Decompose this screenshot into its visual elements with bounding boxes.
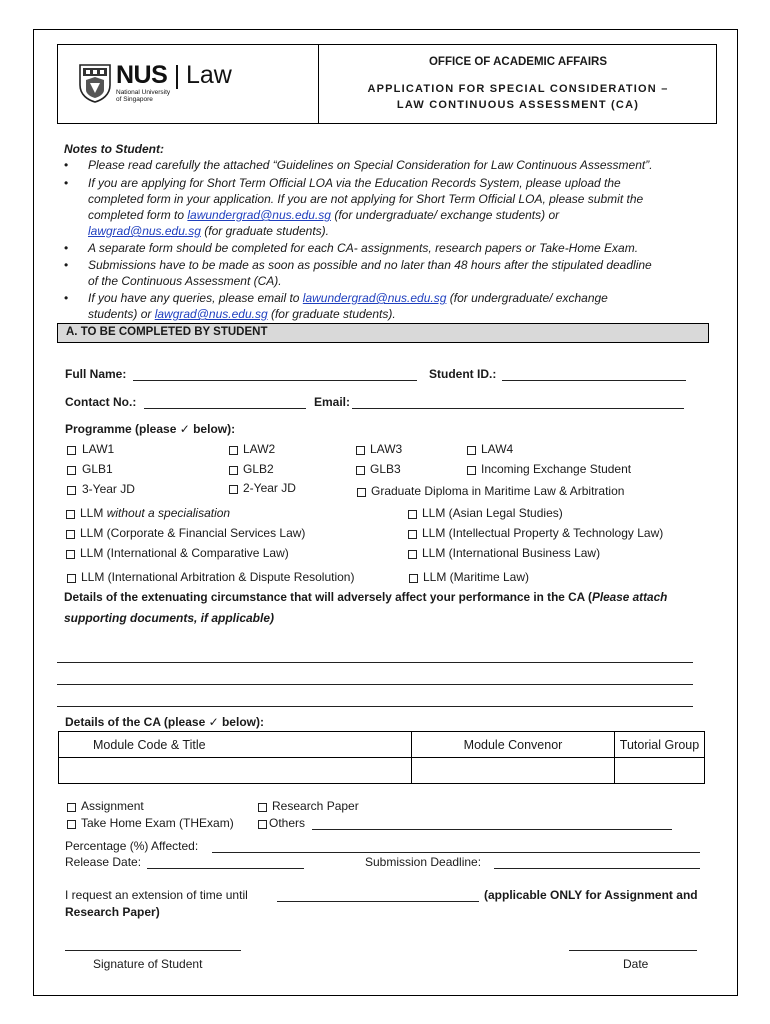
glb1-checkbox[interactable] xyxy=(67,466,76,475)
bullet: • xyxy=(64,291,69,305)
notes-heading: Notes to Student: xyxy=(64,142,164,156)
email-link-undergrad[interactable]: lawundergrad@nus.edu.sg xyxy=(302,291,447,305)
full-name-label: Full Name: xyxy=(65,367,127,381)
note-1: Please read carefully the attached “Guidelines on Special Consideration for Law Continuous Assessment”. xyxy=(88,158,653,172)
contact-no-field[interactable] xyxy=(144,408,306,409)
glb3-checkbox[interactable] xyxy=(356,466,365,475)
module-code-cell[interactable] xyxy=(59,758,412,784)
email-label: Email: xyxy=(314,395,351,409)
module-convenor-cell[interactable] xyxy=(412,758,615,784)
contact-no-label: Contact No.: xyxy=(65,395,137,409)
header-divider xyxy=(318,45,319,123)
logo-uni-line2: of Singapore xyxy=(116,96,153,103)
law4-checkbox[interactable] xyxy=(467,446,476,455)
others-checkbox[interactable] xyxy=(258,820,267,829)
signature-label: Signature of Student xyxy=(93,957,203,971)
logo-uni-line1: National University xyxy=(116,89,171,96)
section-a-header xyxy=(57,323,709,343)
email-link-grad[interactable]: lawgrad@nus.edu.sg xyxy=(88,224,201,238)
extension-date-field[interactable] xyxy=(277,901,479,902)
law1-label: LAW1 xyxy=(82,442,115,456)
extenuating-italic: Please attach xyxy=(591,590,668,604)
grad-diploma-checkbox[interactable] xyxy=(357,488,366,497)
note-5-line2 xyxy=(88,306,396,323)
glb3-label: GLB3 xyxy=(370,462,401,476)
glb1-label: GLB1 xyxy=(82,462,113,476)
nus-crest-icon xyxy=(78,63,112,103)
office-title: OFFICE OF ACADEMIC AFFAIRS xyxy=(428,56,608,68)
research-paper-label: Research Paper xyxy=(272,799,359,813)
student-id-field[interactable] xyxy=(502,380,686,381)
law3-label: LAW3 xyxy=(370,442,403,456)
take-home-checkbox[interactable] xyxy=(67,820,76,829)
llm-ip-checkbox[interactable] xyxy=(408,530,417,539)
jd2-checkbox[interactable] xyxy=(229,485,238,494)
nus-law-logo xyxy=(78,63,308,107)
law4-label: LAW4 xyxy=(481,442,514,456)
note-3: A separate form should be completed for each CA- assignments, research papers or Take-Home Exam. xyxy=(88,241,639,255)
law3-checkbox[interactable] xyxy=(356,446,365,455)
bullet: • xyxy=(64,176,69,190)
note-text: (for graduate students). xyxy=(200,224,329,238)
ca-details-label: Details of the CA (please ✓ below): xyxy=(65,715,264,729)
note-2-line4 xyxy=(88,223,329,240)
col-module-convenor: Module Convenor xyxy=(412,732,615,758)
extenuating-label xyxy=(64,590,667,604)
note-4-line2: of the Continuous Assessment (CA). xyxy=(88,274,282,288)
release-date-field[interactable] xyxy=(147,868,304,869)
request-note: (applicable ONLY for Assignment and xyxy=(484,888,698,902)
llm-text: LLM xyxy=(80,506,107,520)
note-text: (for graduate students). xyxy=(267,307,396,321)
llm-ip-label: LLM (Intellectual Property & Technology Law) xyxy=(422,526,664,540)
form-header xyxy=(57,44,717,124)
note-2-line3 xyxy=(88,207,559,224)
others-field[interactable] xyxy=(312,829,672,830)
bullet: • xyxy=(64,158,69,172)
grad-diploma-label: Graduate Diploma in Maritime Law & Arbitration xyxy=(371,484,625,498)
jd3-label: 3-Year JD xyxy=(82,482,135,496)
table-header-row xyxy=(59,732,705,758)
email-field[interactable] xyxy=(352,408,684,409)
note-2-line2: completed form in your application. If you are not applying for Short Term Official LOA, please submit the xyxy=(88,192,644,206)
incoming-exchange-checkbox[interactable] xyxy=(467,466,476,475)
extenuating-line-3[interactable] xyxy=(57,706,693,707)
law2-label: LAW2 xyxy=(243,442,276,456)
take-home-label: Take Home Exam (THExam) xyxy=(81,816,234,830)
llm-corporate-checkbox[interactable] xyxy=(66,530,75,539)
extenuating-label-2: supporting documents, if applicable) xyxy=(64,611,275,625)
llm-intl-comparative-checkbox[interactable] xyxy=(66,550,75,559)
table-row xyxy=(59,758,705,784)
percentage-field[interactable] xyxy=(212,852,700,853)
llm-spec-text: without a specialisation xyxy=(106,506,231,520)
note-text: If you have any queries, please email to xyxy=(88,291,303,305)
logo-nus-text: NUS xyxy=(116,61,168,89)
note-2-line1: If you are applying for Short Term Official LOA via the Education Records System, please upload the xyxy=(88,176,621,190)
form-title-line2: LAW CONTINUOUS ASSESSMENT (CA) xyxy=(396,99,640,111)
date-field[interactable] xyxy=(569,950,697,951)
note-text: students) or xyxy=(88,307,155,321)
release-date-label: Release Date: xyxy=(65,855,142,869)
percentage-label: Percentage (%) Affected: xyxy=(65,839,199,853)
note-4-line1: Submissions have to be made as soon as possible and no later than 48 hours after the stipulated deadline xyxy=(88,258,652,272)
glb2-checkbox[interactable] xyxy=(229,466,238,475)
llm-maritime-checkbox[interactable] xyxy=(409,574,418,583)
llm-intl-business-label: LLM (International Business Law) xyxy=(422,546,601,560)
llm-maritime-label: LLM (Maritime Law) xyxy=(423,570,530,584)
submission-deadline-label: Submission Deadline: xyxy=(365,855,482,869)
section-a-title: A. TO BE COMPLETED BY STUDENT xyxy=(66,326,268,338)
form-title-line1: APPLICATION FOR SPECIAL CONSIDERATION – xyxy=(367,83,669,95)
email-link-grad[interactable]: lawgrad@nus.edu.sg xyxy=(154,307,268,321)
bullet: • xyxy=(64,241,69,255)
llm-arbitration-checkbox[interactable] xyxy=(67,574,76,583)
request-label: I request an extension of time until xyxy=(65,888,248,902)
llm-general-checkbox[interactable] xyxy=(66,510,75,519)
llm-general-label xyxy=(80,506,230,520)
col-tutorial-group: Tutorial Group xyxy=(615,732,705,758)
logo-separator xyxy=(176,65,178,89)
tutorial-group-cell[interactable] xyxy=(615,758,705,784)
incoming-exchange-label: Incoming Exchange Student xyxy=(481,462,632,476)
note-5-line1 xyxy=(88,290,608,307)
jd3-checkbox[interactable] xyxy=(67,486,76,495)
assignment-checkbox[interactable] xyxy=(67,803,76,812)
note-text: (for undergraduate/ exchange xyxy=(446,291,608,305)
llm-intl-business-checkbox[interactable] xyxy=(408,550,417,559)
jd2-label: 2-Year JD xyxy=(243,481,296,495)
full-name-field[interactable] xyxy=(133,380,417,381)
programme-label: Programme (please ✓ below): xyxy=(65,422,236,436)
extenuating-text: Details of the extenuating circumstance that will adversely affect your performance in the CA ( xyxy=(64,590,592,604)
glb2-label: GLB2 xyxy=(243,462,274,476)
bullet: • xyxy=(64,258,69,272)
extenuating-line-2[interactable] xyxy=(57,684,693,685)
extenuating-line-1[interactable] xyxy=(57,662,693,663)
llm-asian-checkbox[interactable] xyxy=(408,510,417,519)
logo-university-name xyxy=(116,89,170,103)
signature-field[interactable] xyxy=(65,950,241,951)
llm-arbitration-label: LLM (International Arbitration & Dispute Resolution) xyxy=(81,570,355,584)
llm-corporate-label: LLM (Corporate & Financial Services Law) xyxy=(80,526,306,540)
others-label: Others xyxy=(269,816,306,830)
llm-asian-label: LLM (Asian Legal Studies) xyxy=(422,506,563,520)
date-label: Date xyxy=(623,957,649,971)
assignment-label: Assignment xyxy=(81,799,144,813)
note-text: completed form to xyxy=(88,208,188,222)
law1-checkbox[interactable] xyxy=(67,446,76,455)
submission-deadline-field[interactable] xyxy=(494,868,700,869)
logo-law-text: Law xyxy=(186,61,232,89)
research-paper-checkbox[interactable] xyxy=(258,803,267,812)
law2-checkbox[interactable] xyxy=(229,446,238,455)
ca-details-table xyxy=(58,731,705,784)
col-module-code: Module Code & Title xyxy=(59,732,412,758)
note-text: (for undergraduate/ exchange students) or xyxy=(330,208,560,222)
student-id-label: Student ID.: xyxy=(429,367,497,381)
email-link-undergrad[interactable]: lawundergrad@nus.edu.sg xyxy=(187,208,331,222)
request-note-2: Research Paper) xyxy=(65,905,160,919)
llm-intl-comparative-label: LLM (International & Comparative Law) xyxy=(80,546,289,560)
